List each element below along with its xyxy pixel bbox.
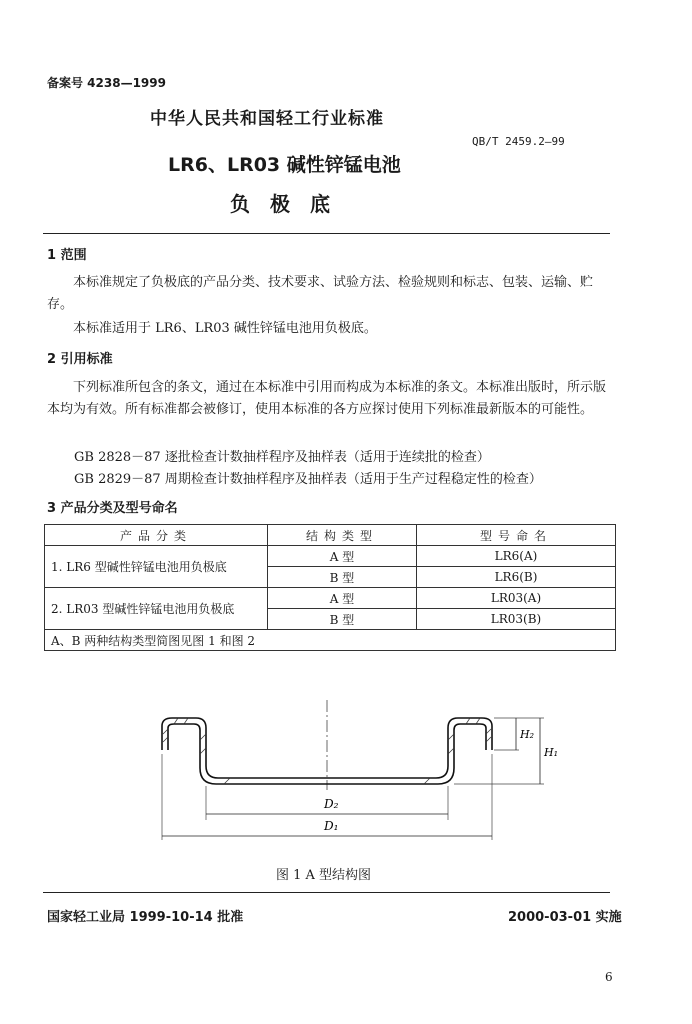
table-cell-type: A 型 xyxy=(268,546,417,567)
section-3-heading: 3 产品分类及型号命名 xyxy=(47,501,178,516)
table-cell-category: 2. LR03 型碱性锌锰电池用负极底 xyxy=(45,588,268,630)
dimension-lines xyxy=(162,718,540,836)
table-note: A、B 两种结构类型简图见图 1 和图 2 xyxy=(45,630,616,651)
table-cell-category: 1. LR6 型碱性锌锰电池用负极底 xyxy=(45,546,268,588)
table-header: 结构类型 xyxy=(268,525,417,546)
figure-1-diagram xyxy=(44,690,604,855)
table-cell-model: LR6(A) xyxy=(417,546,616,567)
table-cell-type: A 型 xyxy=(268,588,417,609)
document-subtitle: 负极底 xyxy=(230,192,350,216)
footer-divider xyxy=(43,892,610,893)
section-2-heading: 2 引用标准 xyxy=(47,352,113,367)
section-1-paragraph-1: 本标准规定了负极底的产品分类、技术要求、试验方法、检验规则和标志、包装、运输、贮存。 xyxy=(47,275,594,312)
table-cell-model: LR6(B) xyxy=(417,567,616,588)
effective-date: 2000-03-01 实施 xyxy=(508,910,622,925)
dimension-label-d1: D₁ xyxy=(324,819,339,833)
section-2-paragraph-1: 下列标准所包含的条文，通过在本标准中引用而构成为本标准的条文。本标准出版时，所示版本均为有效。所有标准都会被修订，使用本标准的各方应探讨使用下列标准最新版本的可能性。 xyxy=(47,380,607,417)
record-number: 备案号 4238—1999 xyxy=(47,76,166,90)
section-1-heading: 1 范围 xyxy=(47,248,87,263)
table-row xyxy=(45,546,616,567)
table-cell-model: LR03(A) xyxy=(417,588,616,609)
classification-table xyxy=(44,524,616,651)
page-number: 6 xyxy=(605,970,613,984)
table-header-row xyxy=(45,525,616,546)
industry-standard-heading: 中华人民共和国轻工行业标准 xyxy=(150,109,384,129)
dimension-label-h2: H₂ xyxy=(520,728,535,741)
table-header: 产品分类 xyxy=(45,525,268,546)
section-1-paragraph-2: 本标准适用于 LR6、LR03 碱性锌锰电池用负极底。 xyxy=(73,321,377,336)
table-note-row xyxy=(45,630,616,651)
table-cell-type: B 型 xyxy=(268,567,417,588)
table-cell-type: B 型 xyxy=(268,609,417,630)
dimension-label-h1: H₁ xyxy=(544,746,559,759)
reference-gb2828: GB 2828－87 逐批检查计数抽样程序及抽样表（适用于连续批的检查） xyxy=(74,450,490,465)
figure-1-caption: 图 1 A 型结构图 xyxy=(276,868,372,883)
reference-gb2829: GB 2829－87 周期检查计数抽样程序及抽样表（适用于生产过程稳定性的检查） xyxy=(74,472,542,487)
standard-code: QB/T 2459.2—99 xyxy=(472,135,565,148)
table-cell-model: LR03(B) xyxy=(417,609,616,630)
dimension-label-d2: D₂ xyxy=(324,797,339,811)
table-row xyxy=(45,588,616,609)
table-header: 型号命名 xyxy=(417,525,616,546)
header-divider xyxy=(43,233,610,234)
document-title: LR6、LR03 碱性锌锰电池 xyxy=(168,154,401,176)
approval-info: 国家轻工业局 1999-10-14 批准 xyxy=(47,910,244,925)
